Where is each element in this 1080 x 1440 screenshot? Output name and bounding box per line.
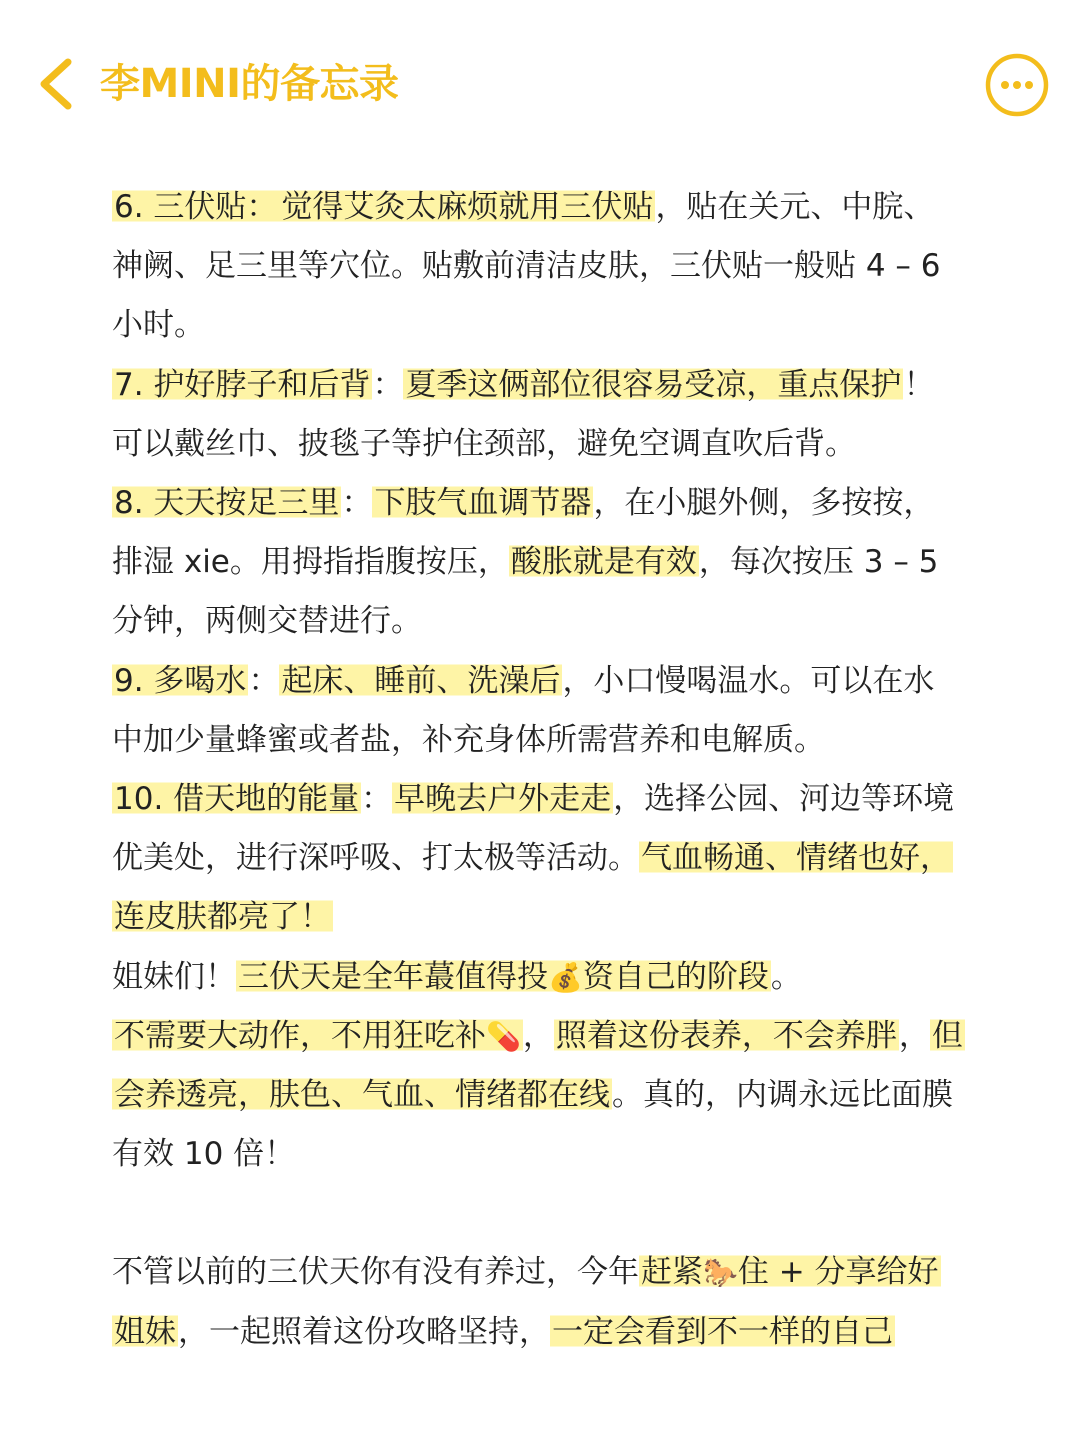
tip-6-label: 6. 三伏贴： [114, 189, 278, 225]
chevron-left-icon [34, 54, 78, 114]
tip-7 [112, 356, 964, 474]
note-body [112, 178, 964, 1362]
closing-text-1: 不管以前的三伏天你有没有养过，今年 [112, 1254, 639, 1291]
header-bar [0, 0, 1080, 170]
tip-8 [112, 474, 964, 652]
tip-7-text: ！可以戴丝巾、披毯子等护住颈部，避免空调直吹后背。 [112, 366, 935, 462]
summary-highlight-3: 但会养透亮，肤色、气血、情绪都在线 [114, 1017, 963, 1114]
summary-highlight-1 [236, 959, 771, 995]
closing-text-2: ，一起照着这份攻略坚持， [178, 1313, 550, 1350]
tip-9-highlight: 起床、睡前、洗澡后 [281, 662, 561, 699]
tip-8-text-2: ，每次按压 3 – 5 分钟，两侧交替进行。 [112, 544, 939, 640]
summary-line-1 [112, 948, 964, 1007]
closing-highlight-1a: 赶紧 [641, 1254, 703, 1291]
summary-highlight-1b: 资自己的阶段 [582, 958, 769, 995]
closing-highlight-2: 一定会看到不一样的自己 [552, 1313, 893, 1350]
tip-10 [112, 770, 964, 948]
tip-8-label: 8. 天天按足三里 [114, 485, 340, 522]
tip-10-label: 10. 借天地的能量 [114, 781, 360, 818]
tip-10-colon: ： [361, 781, 393, 818]
money-bag-icon: 💰 [548, 960, 583, 994]
tip-10-text: ，选择公园、河边等环境优美处，进行深呼吸、打太极等活动。 [112, 781, 955, 877]
summary-highlight-2b: 照着这份表养，不会养胖 [555, 1017, 897, 1054]
tip-9-colon: ： [248, 662, 280, 699]
tip-9 [112, 652, 964, 770]
summary-highlight-1a: 三伏天是全年蕞值得投 [238, 958, 548, 995]
summary-text-3: 。真的，内调永远比面膜有效 10 倍！ [112, 1077, 953, 1173]
page-title: 李MINI的备忘录 [100, 61, 399, 107]
horse-icon: 🐎 [703, 1256, 738, 1290]
tip-7-colon: ： [372, 366, 404, 403]
tip-6-highlight: 觉得艾灸太麻烦就用三伏贴 [281, 189, 654, 225]
paragraph-gap [112, 1184, 964, 1243]
tip-6 [112, 178, 964, 356]
pill-icon: 💊 [486, 1019, 521, 1053]
tip-9-label: 9. 多喝水 [114, 662, 247, 699]
ellipsis-circle-icon [984, 52, 1050, 118]
closing-highlight-1b: 住 + 分享给好姐妹 [114, 1254, 939, 1350]
tip-10-highlight-2: 气血畅通、情绪也好，连皮肤都亮了！ [114, 840, 951, 936]
summary-highlight-2a-text: 不需要大动作，不用狂吃补 [114, 1017, 486, 1054]
back-button[interactable] [34, 54, 78, 114]
tip-9-text: ，小口慢喝温水。可以在水中加少量蜂蜜或者盐，补充身体所需营养和电解质。 [112, 662, 935, 758]
tip-8-colon: ： [341, 485, 373, 522]
tip-7-label: 7. 护好脖子和后背 [114, 366, 371, 403]
summary-line-2 [112, 1007, 964, 1185]
summary-sep-2: ， [522, 1017, 554, 1054]
summary-sep-3: ， [898, 1017, 930, 1054]
more-button[interactable] [984, 52, 1050, 118]
tip-8-highlight-2: 酸胀就是有效 [510, 544, 697, 581]
tip-6-text: ，贴在关元、中脘、神阙、足三里等穴位。贴敷前清洁皮肤，三伏贴一般贴 4 – 6 小时。 [112, 189, 941, 344]
closing-paragraph [112, 1243, 964, 1361]
summary-highlight-2a [112, 1018, 523, 1054]
tip-8-highlight: 下肢气血调节器 [374, 485, 592, 522]
summary-end-1: 。 [770, 958, 802, 995]
tip-8-text-1: ，在小腿外侧，多按按，排湿 xie。用拇指指腹按压， [112, 485, 935, 581]
tip-7-highlight: 夏季这俩部位很容易受凉，重点保护 [405, 366, 902, 403]
tip-10-highlight: 早晚去户外走走 [394, 781, 612, 818]
summary-lead: 姐妹们！ [112, 958, 236, 995]
